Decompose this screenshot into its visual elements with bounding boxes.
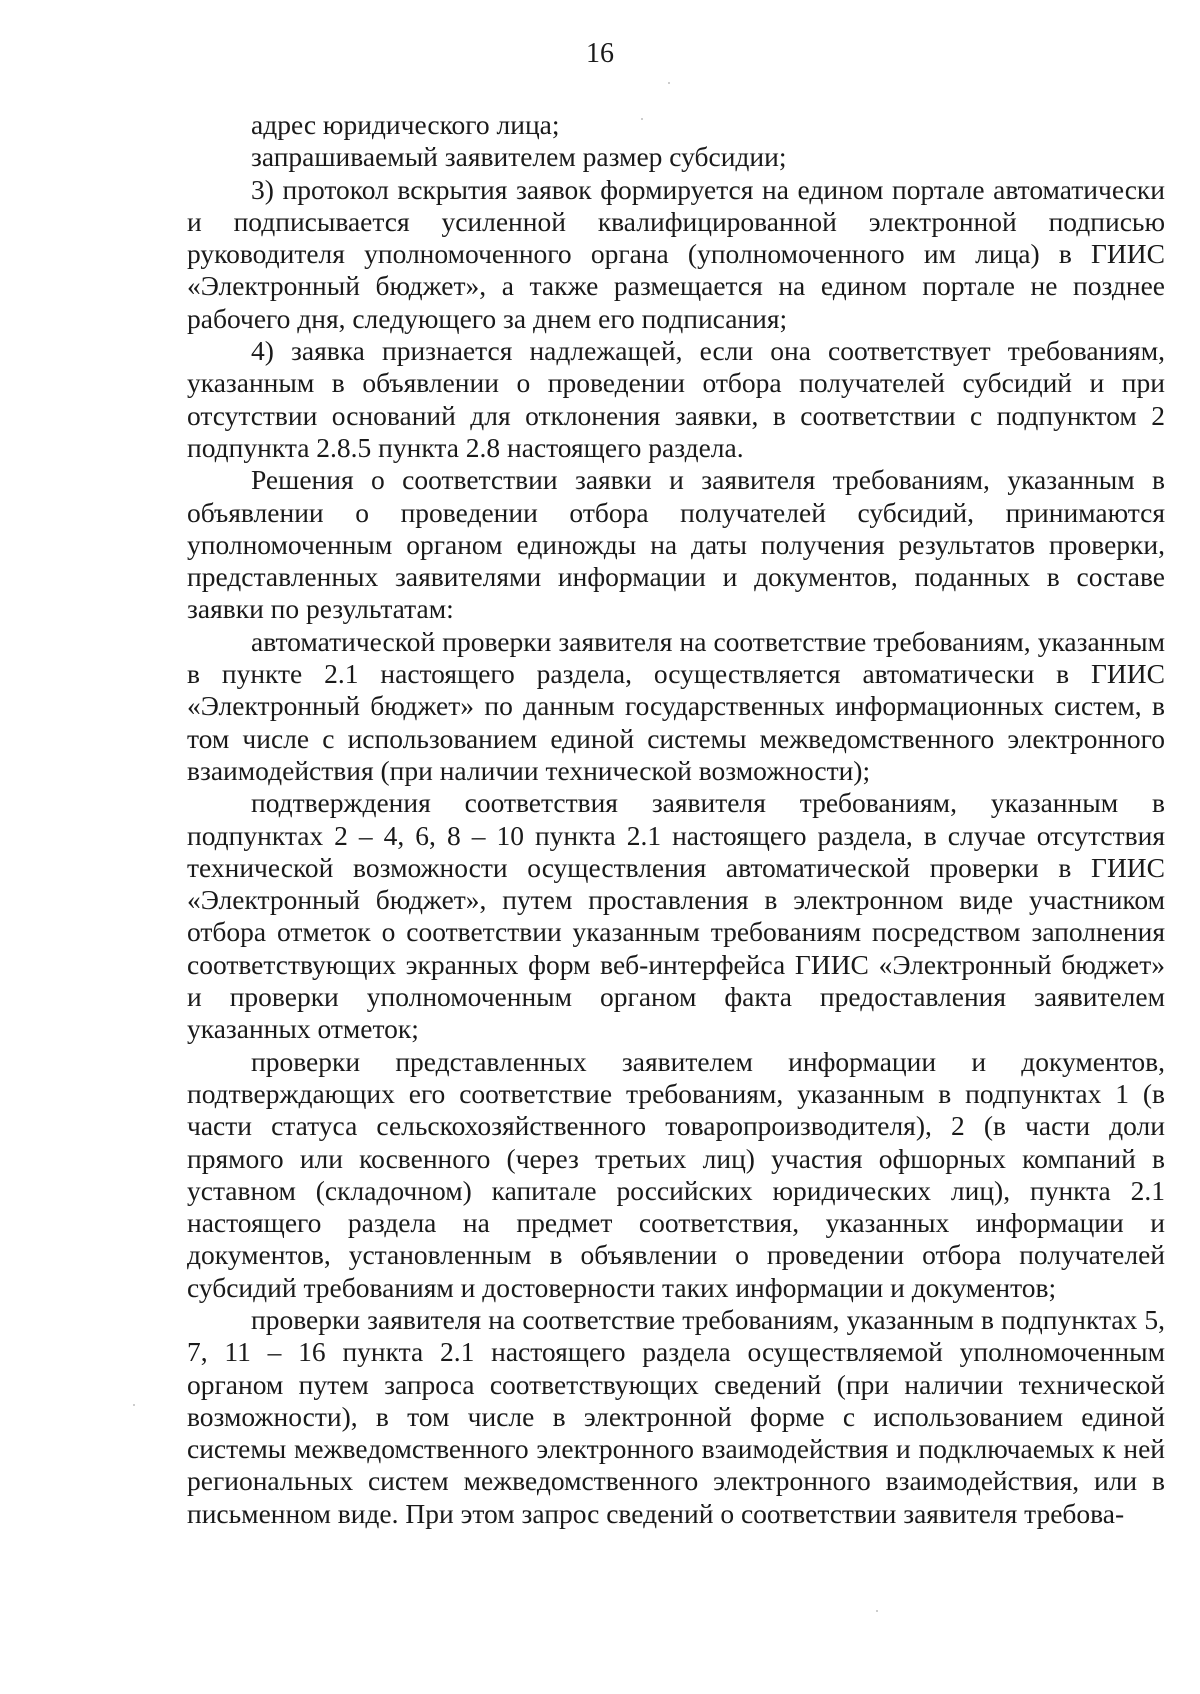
paragraph-item-3-protocol: 3) протокол вскрытия заявок формируется на едином портале автоматически и подписывается усиленной квалифицированной электронной подписью руководителя уполномоченного органа (уполномоченного им лица) в ГИИС «Электронный бюджет», а также размещается на едином портале не позднее рабочего дня, следующего за днем его подписания; — [187, 173, 1165, 334]
scan-speck — [876, 1610, 878, 1612]
page-number: 16 — [586, 38, 614, 69]
paragraph-automatic-check: автоматической проверки заявителя на соответствие требованиям, указанным в пункте 2.1 настоящего раздела, осуществляется автоматически в ГИИС «Электронный бюджет» по данным государственных информационных систем, в том числе с использованием единой системы межведомственного электронного взаимодействия (при наличии технической возможности); — [187, 625, 1165, 786]
scan-speck — [133, 1404, 135, 1406]
paragraph-applicant-check: проверки заявителя на соответствие требованиям, указанным в подпунктах 5, 7, 11 – 16 пункта 2.1 настоящего раздела осуществляемой уполномоченным органом путем запроса соответствующих сведений (при наличии технической возможности), в том числе в электронной форме с использованием единой системы межведомственного электронного взаимодействия и подключаемых к ней региональных систем межведомственного электронного взаимодействия, или в письменном виде. При этом запрос сведений о соответствии заявителя требова- — [187, 1303, 1165, 1529]
paragraph-subsidy-amount: запрашиваемый заявителем размер субсидии; — [251, 141, 787, 173]
paragraph-document-check: проверки представленных заявителем информации и документов, подтверждающих его соответствие требованиям, указанным в подпунктах 1 (в части статуса сельскохозяйственного товаропроизводителя), 2 (в части доли прямого или косвенного (через третьих лиц) участия офшорных компаний в уставном (складочном) капитале российских юридических лиц), пункта 2.1 настоящего раздела на предмет соответствия, указанных информации и документов, установленным в объявлении о проведении отбора получателей субсидий требованиям и достоверности таких информации и документов; — [187, 1045, 1165, 1303]
document-body — [187, 109, 1165, 1530]
scan-speck — [641, 118, 643, 120]
scan-speck — [668, 82, 670, 84]
paragraph-confirmation: подтверждения соответствия заявителя требованиям, указанным в подпунктах 2 – 4, 6, 8 – 10 пункта 2.1 настоящего раздела, в случае отсутствия технической возможности осуществления автоматической проверки в ГИИС «Электронный бюджет», путем проставления в электронном виде участником отбора отметок о соответствии указанным требованиям посредством заполнения соответствующих экранных форм веб-интерфейса ГИИС «Электронный бюджет» и проверки уполномоченным органом факта предоставления заявителем указанных отметок; — [187, 787, 1165, 1045]
paragraph-decisions: Решения о соответствии заявки и заявителя требованиям, указанным в объявлении о проведении отбора получателей субсидий, принимаются уполномоченным органом единожды на даты получения результатов проверки, представленных заявителями информации и документов, поданных в составе заявки по результатам: — [187, 464, 1165, 625]
paragraph-item-4-application: 4) заявка признается надлежащей, если она соответствует требованиям, указанным в объявлении о проведении отбора получателей субсидий и при отсутствии оснований для отклонения заявки, в соответствии с подпунктом 2 подпункта 2.8.5 пункта 2.8 настоящего раздела. — [187, 335, 1165, 463]
paragraph-legal-address: адрес юридического лица; — [251, 109, 560, 140]
